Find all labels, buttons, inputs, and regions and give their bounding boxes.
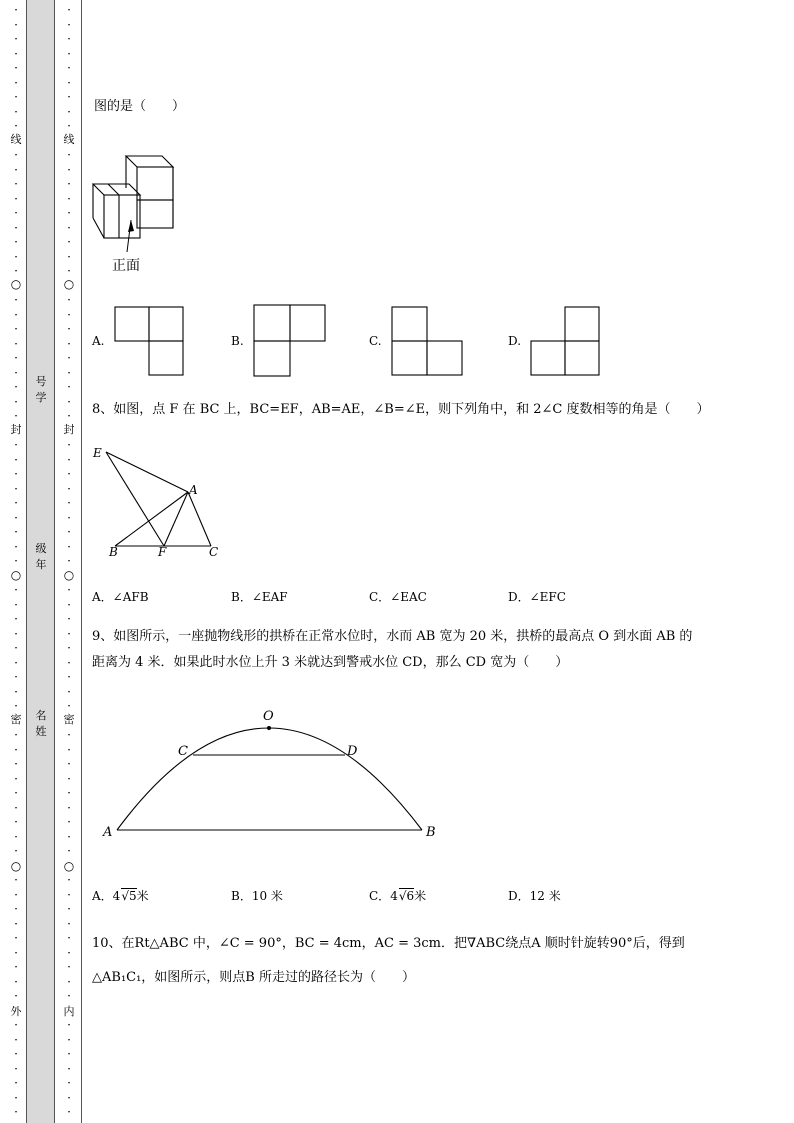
seal-dot: · [67,525,71,539]
seal-dot: · [14,975,18,989]
q9-point-o: O [263,709,274,724]
seal-dot: · [14,1047,18,1061]
q9-point-d: D [347,744,358,759]
seal-label: 线 [63,133,75,146]
seal-label: 线 [10,133,22,146]
seal-dot: · [67,728,71,742]
seal-label: 内 [63,1005,75,1018]
seal-dot: · [14,815,18,829]
seal-dot: · [14,902,18,916]
q8-triangle-figure [88,440,228,564]
seal-label: 封 [10,423,22,436]
q9-vertex-dot [267,726,271,730]
q9-option-c: C．4√6米 [369,889,427,903]
seal-dot: · [14,322,18,336]
outer-seal-column [10,0,22,1123]
seal-dot: · [67,757,71,771]
seal-dot: · [14,656,18,670]
seal-dot: · [14,18,18,32]
seal-dot: · [67,264,71,278]
seal-dot: · [14,250,18,264]
seal-dot: · [14,264,18,278]
seal-dot: · [67,90,71,104]
seal-dot: · [67,293,71,307]
seal-dot: · [67,351,71,365]
seal-dot: · [67,119,71,133]
seal-dot: · [67,1076,71,1090]
seal-dot: · [14,627,18,641]
seal-dot: · [67,511,71,525]
seal-dot: · [14,786,18,800]
seal-dot: · [67,1062,71,1076]
seal-dot: · [14,293,18,307]
seal-dot: · [14,743,18,757]
grade-field-label: 级 年 [35,542,47,571]
seal-dot: · [14,801,18,815]
q9-point-b: B [426,825,436,840]
seal-dot: · [67,250,71,264]
seal-dot: · [67,917,71,931]
seal-dot: · [67,801,71,815]
seal-dot: · [67,1018,71,1032]
seal-dot: · [14,119,18,133]
seal-dot: · [67,685,71,699]
q9-option-b: B．10 米 [231,889,283,903]
seal-dot: · [67,627,71,641]
seal-dot: · [67,598,71,612]
seal-dot: · [14,699,18,713]
q7-option-c-label: C. [369,334,382,348]
seal-label: 外 [10,1005,22,1018]
seal-circle-mark: ○ [10,277,22,291]
q8-segment-af [164,492,188,546]
q7-solid-figure [88,140,188,280]
seal-dot: · [14,235,18,249]
seal-dot: · [67,177,71,191]
seal-dot: · [67,366,71,380]
seal-dot: · [14,989,18,1003]
seal-dot: · [14,61,18,75]
q7-option-a-figure [114,306,186,378]
q8-option-b: B．∠EAF [231,590,288,604]
seal-dot: · [67,3,71,17]
seal-dot: · [67,699,71,713]
q9-option-d: D．12 米 [508,889,561,903]
seal-dot: · [14,395,18,409]
q8-point-c: C [209,545,219,559]
q7-option-b-label: B. [231,334,244,348]
seal-dot: · [67,641,71,655]
seal-dot: · [14,917,18,931]
q7-front-label: 正面 [112,258,140,274]
student-id-field-label: 号 学 [35,375,47,404]
seal-dot: · [67,743,71,757]
seal-dot: · [14,598,18,612]
q8-segment-ba [115,492,188,546]
seal-dot: · [14,946,18,960]
seal-dot: · [67,409,71,423]
seal-dot: · [14,409,18,423]
seal-dot: · [14,351,18,365]
seal-dot: · [67,815,71,829]
seal-dot: · [14,554,18,568]
seal-dot: · [14,1062,18,1076]
seal-dot: · [14,960,18,974]
seal-dot: · [67,105,71,119]
seal-dot: · [67,308,71,322]
name-field-label: 名 姓 [35,709,47,738]
seal-dot: · [14,380,18,394]
seal-dot: · [14,32,18,46]
seal-dot: · [14,612,18,626]
seal-dot: · [14,1033,18,1047]
seal-dot: · [14,844,18,858]
seal-dot: · [14,90,18,104]
q7-stem: 图的是（ ） [94,99,186,114]
seal-dot: · [14,641,18,655]
q7-option-a-label: A. [92,334,105,348]
seal-dot: · [67,380,71,394]
seal-dot: · [14,337,18,351]
seal-dot: · [67,989,71,1003]
q7-option-b-figure [253,304,328,379]
seal-dot: · [14,1105,18,1119]
q8-stem: 8、如图，点 F 在 BC 上，BC=EF，AB=AE，∠B=∠E，则下列角中，和 2∠C 度数相等的角是（ ） [92,402,710,417]
seal-dot: · [14,453,18,467]
seal-dot: · [67,1033,71,1047]
seal-dot: · [14,148,18,162]
seal-dot: · [67,902,71,916]
seal-dot: · [14,1018,18,1032]
binding-margin [0,0,82,1123]
seal-dot: · [67,235,71,249]
seal-dot: · [14,438,18,452]
seal-dot: · [67,482,71,496]
q7-option-d-label: D. [508,334,522,348]
seal-circle-mark: ○ [10,859,22,873]
q9-point-c: C [178,744,188,759]
seal-dot: · [14,830,18,844]
q8-point-a: A [189,483,198,497]
q9-option-a: A．4√5米 [92,889,149,903]
seal-dot: · [67,830,71,844]
q8-point-b: B [109,545,118,559]
seal-circle-mark: ○ [63,568,75,582]
seal-dot: · [14,47,18,61]
q9-arch-figure [95,700,445,845]
seal-dot: · [14,511,18,525]
seal-dot: · [14,772,18,786]
seal-dot: · [14,1076,18,1090]
seal-dot: · [67,322,71,336]
seal-dot: · [67,163,71,177]
seal-dot: · [67,975,71,989]
seal-dot: · [67,467,71,481]
q7-option-c-figure [391,306,464,378]
seal-dot: · [67,148,71,162]
seal-dot: · [14,873,18,887]
seal-dot: · [67,670,71,684]
seal-dot: · [14,366,18,380]
seal-label: 密 [63,713,75,726]
seal-dot: · [67,612,71,626]
seal-dot: · [67,76,71,90]
seal-dot: · [67,772,71,786]
q7-option-d-figure [530,306,602,378]
seal-dot: · [14,192,18,206]
seal-dot: · [14,888,18,902]
seal-dot: · [67,206,71,220]
seal-label: 封 [63,423,75,436]
seal-circle-mark: ○ [10,568,22,582]
seal-dot: · [67,61,71,75]
q10-stem-line1: 10、在Rt△ABC 中，∠C = 90°，BC = 4cm，AC = 3cm．把∇ABC绕点A 顺时针旋转90°后，得到 [92,936,685,951]
seal-dot: · [67,32,71,46]
seal-dot: · [14,1091,18,1105]
q9-stem-line1: 9、如图所示，一座抛物线形的拱桥在正常水位时，水而 AB 宽为 20 米，拱桥的最高点 O 到水面 AB 的 [92,629,693,644]
seal-dot: · [67,888,71,902]
seal-dot: · [67,844,71,858]
seal-dot: · [14,496,18,510]
binding-rule [81,0,82,1123]
q8-option-a: A．∠AFB [92,590,149,604]
seal-dot: · [67,583,71,597]
seal-dot: · [67,786,71,800]
q8-option-c: C．∠EAC [369,590,427,604]
seal-dot: · [67,554,71,568]
seal-dot: · [14,76,18,90]
seal-dot: · [14,931,18,945]
seal-dot: · [67,496,71,510]
seal-dot: · [67,453,71,467]
seal-dot: · [67,1105,71,1119]
seal-dot: · [67,395,71,409]
q9-stem-line2: 距离为 4 米．如果此时水位上升 3 米就达到警戒水位 CD，那么 CD 宽为（ ） [92,655,569,670]
seal-dot: · [67,960,71,974]
q10-stem-line2: △AB₁C₁，如图所示，则点B 所走过的路径长为（ ） [92,970,415,985]
seal-dot: · [14,3,18,17]
seal-circle-mark: ○ [63,277,75,291]
seal-dot: · [67,337,71,351]
seal-dot: · [14,525,18,539]
seal-dot: · [14,540,18,554]
seal-dot: · [14,728,18,742]
seal-dot: · [14,467,18,481]
seal-dot: · [67,47,71,61]
seal-dot: · [67,1091,71,1105]
q9-point-a: A [103,825,113,840]
seal-dot: · [14,177,18,191]
seal-dot: · [67,438,71,452]
seal-dot: · [67,931,71,945]
q9-parabola-arch [117,728,422,830]
q8-point-f: F [158,545,167,559]
seal-dot: · [67,221,71,235]
seal-dot: · [67,1047,71,1061]
seal-dot: · [67,18,71,32]
seal-dot: · [14,685,18,699]
seal-dot: · [67,873,71,887]
q8-segment-ac [188,492,211,546]
seal-dot: · [67,192,71,206]
seal-circle-mark: ○ [63,859,75,873]
seal-dot: · [14,308,18,322]
seal-dot: · [14,670,18,684]
seal-dot: · [67,540,71,554]
seal-dot: · [14,583,18,597]
inner-seal-column [63,0,75,1123]
seal-dot: · [14,163,18,177]
seal-dot: · [14,206,18,220]
seal-dot: · [67,946,71,960]
seal-label: 密 [10,713,22,726]
seal-dot: · [14,105,18,119]
seal-dot: · [14,221,18,235]
seal-dot: · [14,757,18,771]
q8-option-d: D．∠EFC [508,590,566,604]
seal-dot: · [67,656,71,670]
q8-point-e: E [93,446,102,460]
seal-dot: · [14,482,18,496]
